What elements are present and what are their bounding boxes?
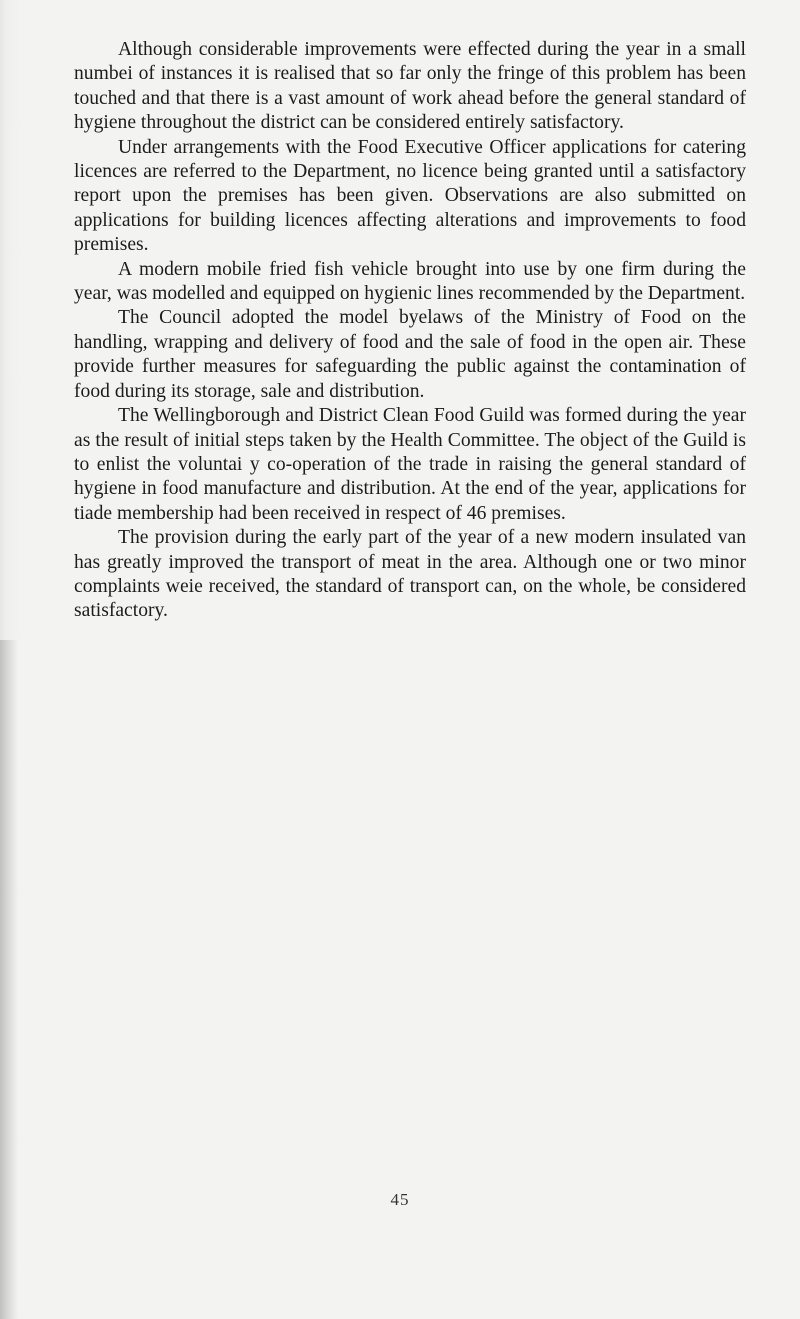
page-number: 45 — [390, 1190, 410, 1209]
paragraph-clean-food-guild: The Wellingborough and District Clean Food Guild was formed during the year as the result of initial steps taken by the Health Committee. The object of the Guild is to enlist the voluntai y co-operation of the trade in raising the general standard of hygiene in food manufacture and distribution. At the end of the year, applications for tiade membership had been received in respect of 46 premises. — [74, 405, 746, 524]
paragraph-hygiene-improvements: Although considerable improvements were effected during the year in a small numbei of instances it is realised that so far only the fringe of this problem has been touched and that there is a vast amount of work ahead before the general standard of hygiene throughout the district can be considered entirely satisfactory. — [74, 39, 746, 134]
paragraph-model-byelaws: The Council adopted the model byelaws of the Ministry of Food on the handling, wrapping and delivery of food and the sale of food in the open air. These provide further measures for safeguarding the public against the contamination of food during its storage, sale and distribution. — [74, 307, 746, 402]
paragraph-meat-transport-van: The provision during the early part of the year of a new modern insulated van has greatly improved the transport of meat in the area. Although one or two minor complaints weie received, the standard of transport can, on the whole, be considered satisfactory. — [74, 527, 746, 622]
paragraph-fried-fish-vehicle: A modern mobile fried fish vehicle brought into use by one firm during the year, was modelled and equipped on hygienic lines recommended by the Department. — [74, 258, 746, 305]
body-text — [74, 38, 746, 624]
paragraph-catering-licences: Under arrangements with the Food Executive Officer applications for catering licences are referred to the Department, no licence being granted until a satisfactory report upon the premises has been given. Observations are also submitted on applications for building licences affecting alterations and improvements to food premises. — [74, 136, 746, 256]
binding-shadow — [0, 640, 18, 1319]
